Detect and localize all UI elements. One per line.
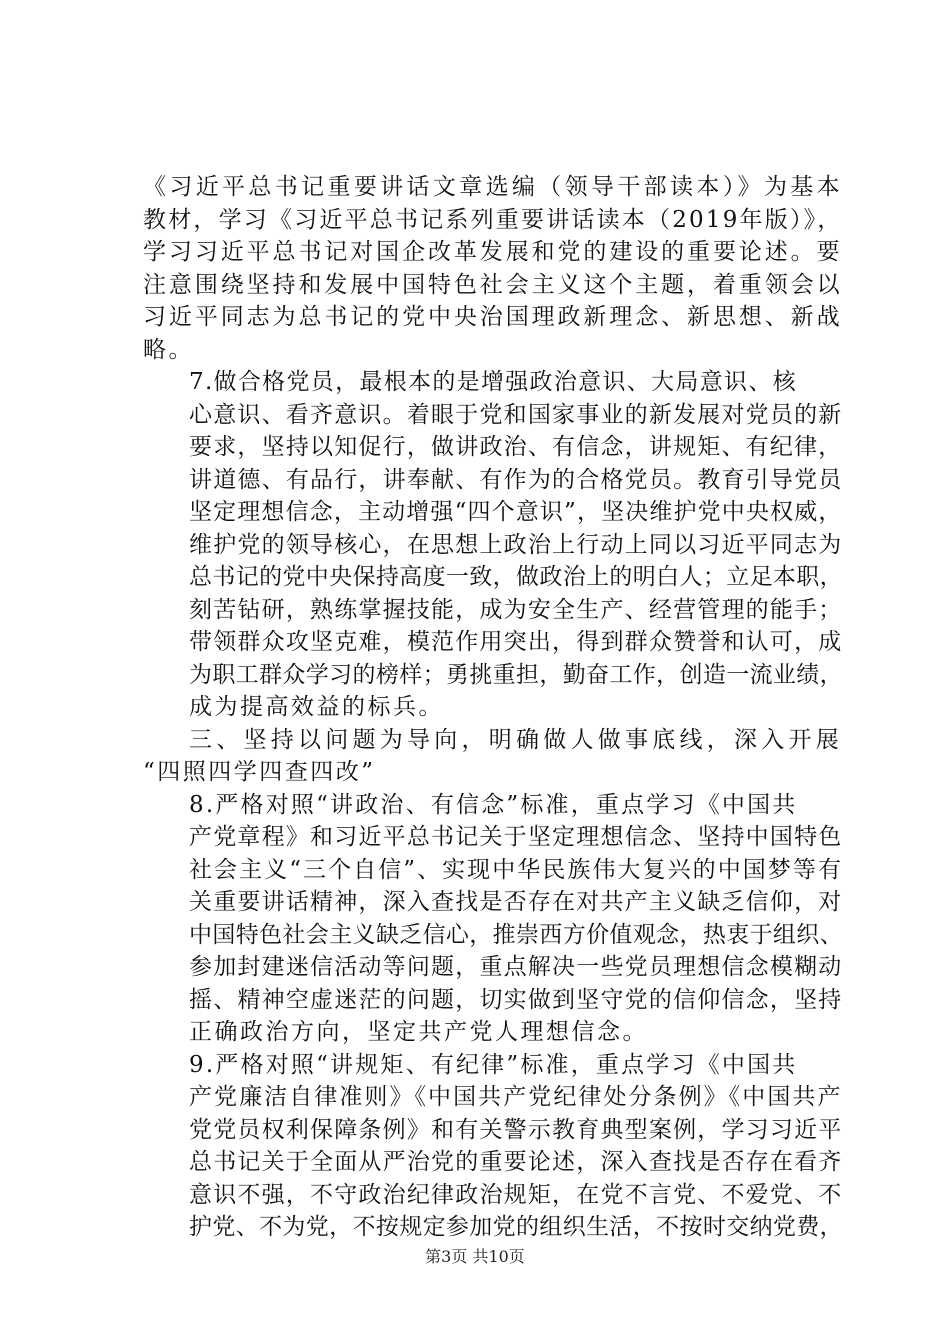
paragraph [143, 1049, 843, 1244]
page-footer: 第3页 共10页 [425, 1247, 525, 1266]
text-line: “四照四学四查四改” [143, 759, 376, 785]
text-line: 略。 [143, 336, 194, 363]
text-line: 党党员权利保障条例》和有关警示教育典型案例，学习习近平 [189, 1116, 843, 1143]
text-line: 心意识、看齐意识。着眼于党和国家事业的新发展对党员的新 [189, 401, 843, 428]
text-line: 为职工群众学习的榜样；勇挑重担，勤奋工作，创造一流业绩， [189, 661, 843, 688]
text-line: 9.严格对照“讲规矩、有纪律”标准，重点学习《中国共 [189, 1051, 798, 1078]
text-line: 摇、精神空虚迷茫的问题，切实做到坚守党的信仰信念，坚持 [189, 986, 843, 1013]
text-line: 坚定理想信念，主动增强“四个意识”，坚决维护党中央权威， [189, 499, 843, 525]
text-line: 7.做合格党员，最根本的是增强政治意识、大局意识、核 [189, 369, 797, 395]
text-line: 8.严格对照“讲政治、有信念”标准，重点学习《中国共 [189, 791, 798, 818]
text-line: 《习近平总书记重要讲话文章选编（领导干部读本）》为基本 [143, 174, 843, 200]
text-line: 参加封建迷信活动等问题，重点解决一些党员理想信念模糊动 [189, 954, 843, 980]
text-line: 刻苦钻研，熟练掌握技能，成为安全生产、经营管理的能手； [189, 596, 843, 623]
paragraph [143, 171, 843, 366]
paragraph [143, 789, 843, 1049]
text-line: 意识不强，不守政治纪律政治规矩，在党不言党、不爱党、不 [189, 1181, 843, 1208]
text-line: 产党廉洁自律准则》《中国共产党纪律处分条例》《中国共产 [189, 1084, 843, 1110]
text-line: 护党、不为党，不按规定参加党的组织生活，不按时交纳党费， [189, 1214, 843, 1240]
text-line: 注意围绕坚持和发展中国特色社会主义这个主题，着重领会以 [143, 271, 843, 298]
text-line: 中国特色社会主义缺乏信心，推崇西方价值观念，热衷于组织、 [189, 921, 843, 948]
text-line: 要求，坚持以知促行，做讲政治、有信念，讲规矩、有纪律， [189, 434, 843, 460]
text-line: 讲道德、有品行，讲奉献、有作为的合格党员。教育引导党员 [189, 466, 843, 493]
text-line: 社会主义“三个自信”、实现中华民族伟大复兴的中国梦等有 [189, 856, 843, 883]
text-line: 习近平同志为总书记的党中央治国理政新理念、新思想、新战 [143, 304, 843, 330]
text-line: 总书记关于全面从严治党的重要论述，深入查找是否存在看齐 [189, 1149, 843, 1175]
text-line: 总书记的党中央保持高度一致，做政治上的明白人；立足本职， [189, 564, 843, 590]
text-line: 三、坚持以问题为导向，明确做人做事底线，深入开展 [189, 726, 843, 753]
section-heading [143, 724, 843, 789]
document-body [143, 171, 843, 1244]
text-line: 正确政治方向，坚定共产党人理想信念。 [189, 1019, 648, 1045]
text-line: 维护党的领导核心，在思想上政治上行动上同以习近平同志为 [189, 531, 843, 558]
text-line: 关重要讲话精神，深入查找是否存在对共产主义缺乏信仰，对 [189, 889, 843, 915]
paragraph [143, 366, 843, 724]
text-line: 教材，学习《习近平总书记系列重要讲话读本（2019年版）》， [143, 206, 843, 233]
text-line: 成为提高效益的标兵。 [189, 694, 444, 720]
text-line: 带领群众攻坚克难，模范作用突出，得到群众赞誉和认可，成 [189, 629, 843, 655]
text-line: 产党章程》和习近平总书记关于坚定理想信念、坚持中国特色 [189, 824, 843, 850]
text-line: 学习习近平总书记对国企改革发展和党的建设的重要论述。要 [143, 239, 843, 265]
